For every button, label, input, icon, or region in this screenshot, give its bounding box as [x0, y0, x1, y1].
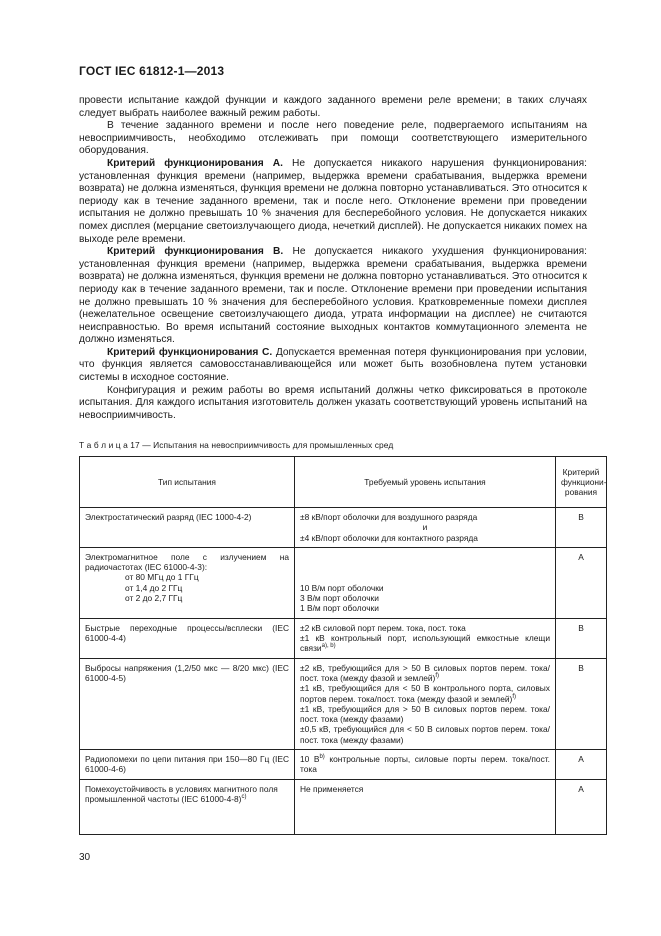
level-line: 1 В/м порт оболочки	[300, 603, 379, 614]
footnote-ref: c)	[241, 794, 247, 801]
row-criterion: А	[556, 779, 607, 834]
table-row	[80, 547, 607, 618]
criterion-b-title: Критерий функционирования В.	[107, 246, 284, 258]
header-criterion: Критерий функциони-рования	[556, 457, 607, 508]
body-text	[79, 95, 587, 422]
frequency-range: от 2 до 2,7 ГГц	[125, 593, 183, 604]
row-level	[295, 508, 556, 548]
paragraph-criterion-c	[79, 347, 587, 385]
level-conjunction: и	[422, 522, 428, 533]
row-criterion: В	[556, 618, 607, 658]
table-caption: Т а б л и ц а 17 — Испытания на невосприимчивость для промышленных сред	[79, 440, 394, 450]
row-type	[80, 547, 295, 618]
row-criterion: В	[556, 658, 607, 749]
level-text: ±2 кВ, требующийся для > 50 В силовых портов перем. тока/пост. тока (между фазой и землей)	[300, 662, 550, 683]
criterion-b-text: Не допускается никакого ухудшения функционирования: установленная функция времени (например, выдержка времени срабатывания, выдержка времени возврата) не должна изменяться, функция времени не должна повторно устанавливаться. Это относится к периоду как в течение заданного времени, так и после. Отклонение времени при проведении испытания не должно превышать 10 % значения для бесперебойного условия. Кратковременные помехи дисплея (нежелательное освещение светоизлучающего диода, утрата информации на дисплее) не считаются неисправностью. Во время испытаний состояние выходных контактов коммутационного элемента не должно изменяться.	[79, 246, 587, 346]
row-type: Радиопомехи по цепи питания при 150—80 Гц (IEC 61000-4-6)	[80, 750, 295, 780]
header-level: Требуемый уровень испытания	[295, 457, 556, 508]
row-level	[295, 618, 556, 658]
paragraph-2: В течение заданного времени и после него поведение реле, подвергаемого испытаниям на невосприимчивость, необходимо отслеживать при помощи соответствующего измерительного оборудования.	[79, 120, 587, 157]
level-line: ±0,5 кВ, требующийся для < 50 В силовых портов перем. тока/пост. тока (между фазами)	[300, 724, 550, 745]
row-level	[295, 658, 556, 749]
row-criterion: А	[556, 750, 607, 780]
level-line	[300, 683, 550, 704]
level-line: 10 В/м порт оболочки	[300, 582, 384, 593]
level-text: 10 В	[300, 754, 320, 765]
level-line	[300, 633, 550, 654]
criterion-a-text: Не допускается никакого нарушения функционирования: установленная функция времени (например, выдержка времени срабатывания, выдержка времени возврата) не должна изменяться, функция времени не должна повторно устанавливаться. Это относится к периоду как в течение заданного времени, так и после него. Отклонение времени при проведении испытания не должно превышать 10 % значения для бесперебойного условия. Не допускается никаких помех дисплея (мерцание светоизлучающего диода, нечеткий дисплей). Не допускается никаких помех на выходе реле времени.	[79, 157, 587, 245]
footnote-ref: b)	[319, 754, 325, 761]
table-17	[79, 456, 607, 835]
paragraph-criterion-a	[79, 158, 587, 246]
criterion-c-text: Допускается временная потеря функционирования при условии, что функция является самовосстанавливающейся или может быть возобновлена путем установки системы в исходное состояние.	[79, 346, 587, 384]
type-text: Помехоустойчивость в условиях магнитного поля промышленной частоты (IEC 61000-4-8)	[85, 783, 278, 804]
footnote-ref: f)	[435, 673, 439, 680]
paragraph-1: провести испытание каждой функции и каждого заданного времени реле времени; в таких случаях следует выбрать наиболее важный режим работы.	[79, 95, 587, 119]
level-text: ±1 кВ, требующийся для < 50 В контрольного порта, силовых портов перем. тока/пост. тока (между фазой и землей)	[300, 683, 550, 704]
row-level	[295, 750, 556, 780]
table-row	[80, 658, 607, 749]
footnote-ref: f)	[512, 693, 516, 700]
row-level	[295, 547, 556, 618]
level-line: 3 В/м порт оболочки	[300, 593, 379, 604]
row-type	[80, 779, 295, 834]
level-line: ±1 кВ, требующийся для > 50 В силовых портов перем. тока/пост. тока (между фазами)	[300, 703, 550, 725]
table-row	[80, 618, 607, 658]
row-type: Выбросы напряжения (1,2/50 мкс — 8/20 мкс) (IEC 61000-4-5)	[80, 658, 295, 749]
frequency-range: от 1,4 до 2 ГГц	[125, 582, 183, 593]
frequency-range: от 80 МГц до 1 ГГц	[125, 572, 199, 583]
paragraph-criterion-b	[79, 246, 587, 347]
level-line: ±8 кВ/порт оболочки для воздушного разряда	[300, 512, 478, 522]
row-criterion: В	[556, 508, 607, 548]
row-type: Быстрые переходные процессы/всплески (IEC 61000-4-4)	[80, 618, 295, 658]
table-row	[80, 508, 607, 548]
level-text: ±1 кВ контрольный порт, использующий емкостные клещи связи	[300, 633, 550, 654]
table-row	[80, 779, 607, 834]
criterion-a-title: Критерий функционирования А.	[107, 157, 283, 169]
level-line	[300, 663, 550, 684]
level-line: ±2 кВ силовой порт перем. тока, пост. тока	[300, 622, 466, 633]
row-level: Не применяется	[295, 779, 556, 834]
table-row	[80, 750, 607, 780]
level-line: ±4 кВ/порт оболочки для контактного разряда	[300, 532, 478, 543]
page-header-standard-title: ГОСТ IEC 61812-1—2013	[79, 64, 225, 78]
row-type: Электростатический разряд (IEC 1000-4-2)	[80, 508, 295, 548]
paragraph-6: Конфигурация и режим работы во время испытаний должны четко фиксироваться в протоколе испытания. Для каждого испытания изготовитель должен указать соответствующий уровень испытаний на невосприимчивость.	[79, 384, 587, 421]
criterion-c-title: Критерий функционирования С.	[107, 346, 273, 358]
header-type: Тип испытания	[80, 457, 295, 508]
level-text: контрольные порты, силовые порты перем. тока/пост. тока	[300, 754, 550, 775]
footnote-ref: а), b)	[321, 643, 336, 650]
table-header-row	[80, 457, 607, 508]
type-text: Электромагнитное поле с излучением на радиочастотах (IEC 61000-4-3):	[85, 551, 289, 573]
row-criterion: А	[556, 547, 607, 618]
page-number: 30	[79, 852, 91, 863]
